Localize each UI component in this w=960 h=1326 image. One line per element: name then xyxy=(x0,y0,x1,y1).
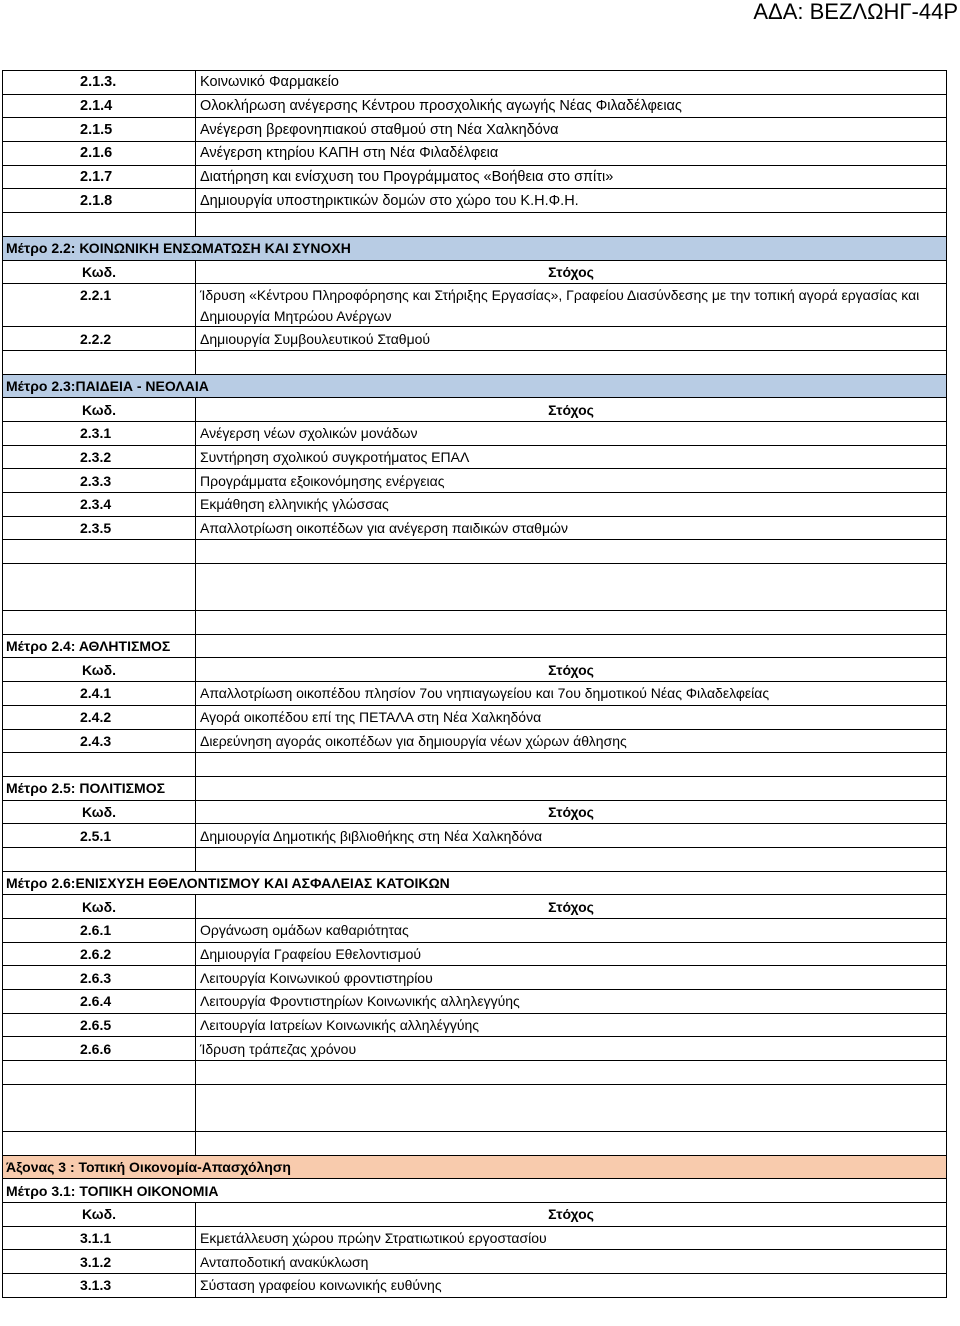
code-cell: 2.1.8 xyxy=(3,189,196,212)
measure-row xyxy=(3,777,946,801)
measure-title: Μέτρο 2.4: ΑΘΛΗΤΙΣΜΟΣ xyxy=(3,635,196,658)
empty-cell xyxy=(196,540,946,563)
empty-cell xyxy=(3,564,196,610)
goal-cell: Λειτουργία Φροντιστηρίων Κοινωνικής αλληλεγγύης xyxy=(200,993,520,1010)
blank-row xyxy=(3,564,946,611)
measure-row xyxy=(3,237,946,261)
goal-cell: Διατήρηση και ενίσχυση του Προγράμματος «Βοήθεια στο σπίτι» xyxy=(200,169,614,186)
column-header-code: Κωδ. xyxy=(3,1203,196,1226)
code-cell: 2.1.5 xyxy=(3,118,196,141)
table-row xyxy=(3,919,946,943)
code-cell: 2.5.1 xyxy=(3,824,196,847)
table-row xyxy=(3,422,946,446)
table-row xyxy=(3,943,946,967)
table-row xyxy=(3,95,946,119)
measure-title: Μέτρο 2.3:ΠΑΙΔΕΙΑ - ΝΕΟΛΑΙΑ xyxy=(6,377,209,394)
goal-cell: Λειτουργία Κοινωνικού φροντιστηρίου xyxy=(200,969,433,986)
code-cell: 2.3.4 xyxy=(3,493,196,516)
measure-title: Μέτρο 2.5: ΠΟΛΙΤΙΣΜΟΣ xyxy=(3,777,196,800)
goal-cell: Λειτουργία Ιατρείων Κοινωνικής αλληλέγγύης xyxy=(200,1017,480,1034)
column-header-row xyxy=(3,658,946,682)
table-row xyxy=(3,327,946,351)
code-cell: 2.6.1 xyxy=(3,919,196,942)
table-row xyxy=(3,166,946,190)
table-row xyxy=(3,1037,946,1061)
empty-cell xyxy=(3,540,196,563)
code-cell: 2.6.5 xyxy=(3,1014,196,1037)
blank-row xyxy=(3,1061,946,1085)
empty-cell xyxy=(196,753,946,776)
table-row xyxy=(3,284,946,327)
measure-row xyxy=(3,375,946,399)
table-row xyxy=(3,706,946,730)
table-row xyxy=(3,189,946,213)
axis-row xyxy=(3,1156,946,1180)
code-cell: 2.1.6 xyxy=(3,142,196,165)
goal-cell: Ίδρυση «Κέντρου Πληροφόρησης και Στήριξης Εργασίας», Γραφείου Διασύνδεσης με την τοπική αγορά εργασίας και Δημιουργία Μητρώου Ανέργων xyxy=(200,287,920,325)
goal-cell: Κοινωνικό Φαρμακείο xyxy=(200,74,339,91)
blank-row xyxy=(3,540,946,564)
table-row xyxy=(3,469,946,493)
empty-cell xyxy=(3,753,196,776)
empty-cell xyxy=(196,635,946,658)
table-row xyxy=(3,966,946,990)
goal-cell: Ανέγερση βρεφονηπιακού σταθμού στη Νέα Χαλκηδόνα xyxy=(200,121,559,138)
empty-cell xyxy=(196,848,946,871)
goal-cell: Δημιουργία υποστηρικτικών δομών στο χώρο του Κ.Η.Φ.Η. xyxy=(200,192,579,209)
table-row xyxy=(3,730,946,754)
goal-cell: Δημιουργία Γραφείου Εθελοντισμού xyxy=(200,946,422,963)
code-cell: 3.1.1 xyxy=(3,1227,196,1250)
column-header-code: Κωδ. xyxy=(3,261,196,284)
goal-cell: Συντήρηση σχολικού συγκροτήματος ΕΠΑΛ xyxy=(200,448,470,465)
measure-title: Μέτρο 2.2: ΚΟΙΝΩΝΙΚΗ ΕΝΣΩΜΑΤΩΣΗ ΚΑΙ ΣΥΝΟΧΗ xyxy=(6,240,351,257)
column-header-code: Κωδ. xyxy=(3,658,196,681)
empty-cell xyxy=(196,1085,946,1131)
empty-cell xyxy=(196,1132,946,1155)
column-header-goal: Στόχος xyxy=(548,803,594,820)
empty-cell xyxy=(196,564,946,610)
column-header-row xyxy=(3,895,946,919)
code-cell: 2.3.2 xyxy=(3,446,196,469)
goal-cell: Εκμάθηση ελληνικής γλώσσας xyxy=(200,496,389,513)
table-row xyxy=(3,824,946,848)
blank-row xyxy=(3,213,946,237)
table-row xyxy=(3,1014,946,1038)
table-row xyxy=(3,142,946,166)
column-header-row xyxy=(3,801,946,825)
goal-cell: Απαλλοτρίωση οικοπέδου πλησίον 7ου νηπιαγωγείου και 7ου δημοτικού Νέας Φιλαδελφείας xyxy=(200,685,770,702)
code-cell: 2.1.4 xyxy=(3,95,196,118)
measure-row xyxy=(3,635,946,659)
plan-table xyxy=(2,70,947,1298)
code-cell: 2.6.2 xyxy=(3,943,196,966)
measure-title: Μέτρο 3.1: ΤΟΠΙΚΗ ΟΙΚΟΝΟΜΙΑ xyxy=(6,1182,219,1199)
column-header-goal: Στόχος xyxy=(548,263,594,280)
goal-cell: Ολοκλήρωση ανέγερσης Κέντρου προσχολικής αγωγής Νέας Φιλαδέλφειας xyxy=(200,98,682,115)
code-cell: 2.6.3 xyxy=(3,966,196,989)
column-header-goal: Στόχος xyxy=(548,661,594,678)
code-cell: 2.3.5 xyxy=(3,517,196,540)
blank-row xyxy=(3,611,946,635)
blank-row xyxy=(3,1132,946,1156)
table-row xyxy=(3,1250,946,1274)
table-row xyxy=(3,1274,946,1298)
table-row xyxy=(3,118,946,142)
code-cell: 2.4.2 xyxy=(3,706,196,729)
table-row xyxy=(3,71,946,95)
table-row xyxy=(3,682,946,706)
empty-cell xyxy=(196,777,946,800)
measure-row xyxy=(3,872,946,896)
code-cell: 2.6.6 xyxy=(3,1037,196,1060)
table-row xyxy=(3,990,946,1014)
goal-cell: Ανταποδοτική ανακύκλωση xyxy=(200,1253,369,1270)
measure-title: Μέτρο 2.6:ΕΝΙΣΧΥΣΗ ΕΘΕΛΟΝΤΙΣΜΟΥ ΚΑΙ ΑΣΦΑΛΕΙΑΣ ΚΑΤΟΙΚΩΝ xyxy=(6,874,450,891)
column-header-row xyxy=(3,261,946,285)
table-row xyxy=(3,1227,946,1251)
blank-row xyxy=(3,848,946,872)
code-cell: 2.4.1 xyxy=(3,682,196,705)
column-header-code: Κωδ. xyxy=(3,801,196,824)
blank-row xyxy=(3,753,946,777)
goal-cell: Ανέγερση κτηρίου ΚΑΠΗ στη Νέα Φιλαδέλφεια xyxy=(200,145,499,162)
empty-cell xyxy=(196,1061,946,1084)
measure-row xyxy=(3,1179,946,1203)
goal-cell: Εκμετάλλευση χώρου πρώην Στρατιωτικού εργοστασίου xyxy=(200,1229,547,1246)
empty-cell xyxy=(3,213,196,236)
goal-cell: Δημιουργία Δημοτικής βιβλιοθήκης στη Νέα Χαλκηδόνα xyxy=(200,827,543,844)
goal-cell: Διερεύνηση αγοράς οικοπέδων για δημιουργία νέων χώρων άθλησης xyxy=(200,732,627,749)
empty-cell xyxy=(3,351,196,374)
empty-cell xyxy=(3,1061,196,1084)
column-header-row xyxy=(3,398,946,422)
column-header-code: Κωδ. xyxy=(3,398,196,421)
goal-cell: Αγορά οικοπέδου επί της ΠΕΤΑΛΑ στη Νέα Χαλκηδόνα xyxy=(200,709,542,726)
column-header-goal: Στόχος xyxy=(548,1206,594,1223)
empty-cell xyxy=(196,611,946,634)
column-header-row xyxy=(3,1203,946,1227)
blank-row xyxy=(3,351,946,375)
column-header-goal: Στόχος xyxy=(548,401,594,418)
code-cell: 2.1.7 xyxy=(3,166,196,189)
axis-title: Άξονας 3 : Τοπική Οικονομία-Απασχόληση xyxy=(6,1158,291,1175)
goal-cell: Απαλλοτρίωση οικοπέδων για ανέγερση παιδικών σταθμών xyxy=(200,520,568,537)
column-header-goal: Στόχος xyxy=(548,898,594,915)
code-cell: 2.2.1 xyxy=(3,284,196,326)
code-cell: 2.3.3 xyxy=(3,469,196,492)
document-id-label: ΑΔΑ: ΒΕΖΛΩΗΓ-44Ρ xyxy=(753,0,958,24)
empty-cell xyxy=(196,351,946,374)
goal-cell: Προγράμματα εξοικονόμησης ενέργειας xyxy=(200,472,445,489)
code-cell: 3.1.2 xyxy=(3,1250,196,1273)
table-row xyxy=(3,446,946,470)
empty-cell xyxy=(3,1085,196,1131)
table-row xyxy=(3,493,946,517)
goal-cell: Ίδρυση τράπεζας χρόνου xyxy=(200,1040,357,1057)
code-cell: 2.6.4 xyxy=(3,990,196,1013)
column-header-code: Κωδ. xyxy=(3,895,196,918)
empty-cell xyxy=(3,611,196,634)
table-row xyxy=(3,517,946,541)
blank-row xyxy=(3,1085,946,1132)
empty-cell xyxy=(3,1132,196,1155)
goal-cell: Οργάνωση ομάδων καθαριότητας xyxy=(200,922,409,939)
empty-cell xyxy=(3,848,196,871)
empty-cell xyxy=(196,213,946,236)
goal-cell: Ανέγερση νέων σχολικών μονάδων xyxy=(200,425,418,442)
code-cell: 2.3.1 xyxy=(3,422,196,445)
code-cell: 2.1.3. xyxy=(3,71,196,94)
code-cell: 2.2.2 xyxy=(3,327,196,350)
goal-cell: Δημιουργία Συμβουλευτικού Σταθμού xyxy=(200,330,431,347)
code-cell: 3.1.3 xyxy=(3,1274,196,1297)
code-cell: 2.4.3 xyxy=(3,730,196,753)
goal-cell: Σύσταση γραφείου κοινωνικής ευθύνης xyxy=(200,1277,442,1294)
